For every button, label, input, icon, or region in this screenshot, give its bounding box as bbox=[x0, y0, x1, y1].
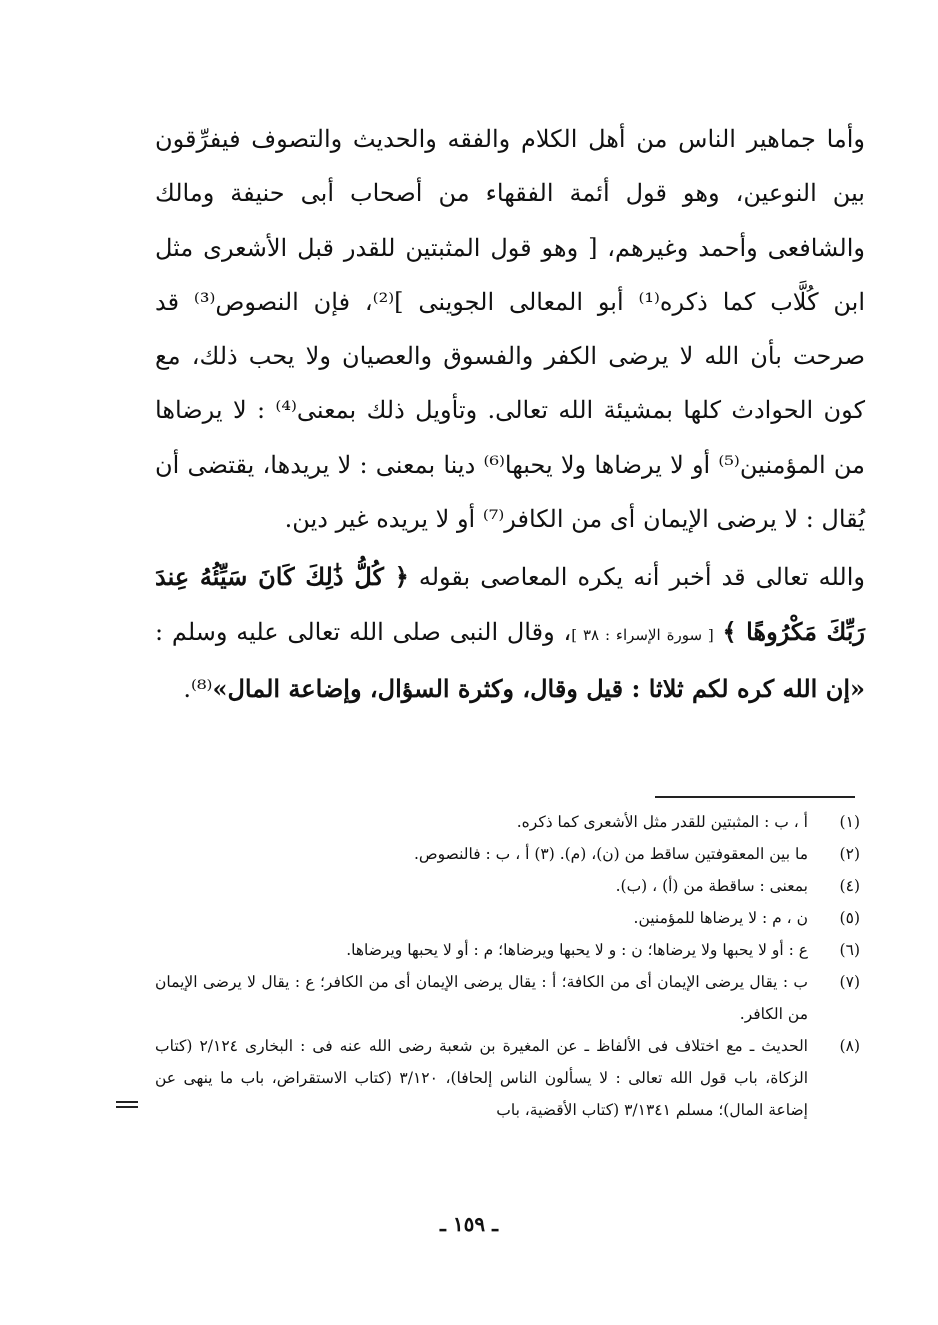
quran-verse: ﴿ كُلُّ ذَٰلِكَ كَانَ سَيِّئُهُ عِندَ رَبِّكَ مَكْرُوهًا ﴾ bbox=[155, 562, 865, 646]
footnote-number: (٦) bbox=[839, 941, 860, 959]
footnote-item bbox=[155, 870, 860, 902]
footnote-text: بمعنى : ساقطة من (أ) ، (ب). bbox=[615, 877, 808, 895]
footnote-item bbox=[155, 1030, 860, 1126]
main-text bbox=[155, 112, 865, 716]
paragraph-1: وأما جماهير الناس من أهل الكلام والفقه والحديث والتصوف فيفرِّقون بين النوعين، وهو قول أئمة الفقهاء من أصحاب أبى حنيفة ومالك والشافعى وأحمد وغيرهم، [ وهو قول المثبتين للقدر قبل الأشعرى مثل ابن كُلَّاب كما ذكره⁽¹⁾ أبو المعالى الجوينى ]⁽²⁾، فإن النصوص⁽³⁾ قد صرحت بأن الله لا يرضى الكفر والفسوق والعصيان ولا يحب ذلك، مع كون الحوادث كلها بمشيئة الله تعالى. وتأويل ذلك بمعنى⁽⁴⁾ : لا يرضاها من المؤمنين⁽⁵⁾ أو لا يرضاها ولا يحبها⁽⁶⁾ دينا بمعنى : لا يريدها، يقتضى أن يُقال : لا يرضى الإيمان أى من الكافر⁽⁷⁾ أو لا يريده غير دين. bbox=[155, 125, 866, 534]
hadith-footnote-marker: ⁽⁸⁾. bbox=[183, 674, 213, 703]
footnote-number: (٧) bbox=[839, 973, 860, 991]
footnote-number: (٥) bbox=[839, 909, 860, 927]
footnote-item bbox=[155, 934, 860, 966]
quran-reference: [ سورة الإسراء : ٣٨ ] bbox=[571, 625, 714, 644]
footnote-text: الحديث ـ مع اختلاف فى الألفاظ ـ عن المغيرة بن شعبة رضى الله عنه فى : البخارى ٢/١٢٤ (كتاب الزكاة، باب قول الله تعالى : لا يسألون الناس إلحافا)، ٣/١٢٠ (كتاب الاستقراض، باب ما ينهى عن إضاعة المال)؛ مسلم ٣/١٣٤١ (كتاب الأقضية، باب bbox=[155, 1037, 808, 1119]
footnote-item bbox=[155, 838, 860, 870]
continuation-mark bbox=[116, 1101, 138, 1109]
page-number: ـ ١٥٩ ـ bbox=[440, 1212, 498, 1236]
paragraph-2-mid: ، وقال النبى صلى الله تعالى عليه وسلم : bbox=[155, 617, 572, 646]
footnote-text: ع : أو لا يحبها ولا يرضاها؛ ن : و لا يحبها ويرضاها؛ م : أو لا يحبها ويرضاها. bbox=[346, 941, 808, 959]
footnote-number: (٨) bbox=[839, 1037, 860, 1055]
footnote-text: أ ، ب : المثبتين للقدر مثل الأشعرى كما ذكره. bbox=[516, 813, 808, 831]
footnote-number: (٢) bbox=[839, 845, 860, 863]
footnote-item bbox=[155, 902, 860, 934]
footnote-number: (٤) bbox=[839, 877, 860, 895]
hadith-quote: «إن الله كره لكم ثلاثا : قيل وقال، وكثرة السؤال، وإضاعة المال» bbox=[212, 673, 865, 703]
footnote-number: (١) bbox=[839, 813, 860, 831]
footnote-item bbox=[155, 806, 860, 838]
footnote-text: ن ، م : لا يرضاها للمؤمنين. bbox=[633, 909, 808, 927]
paragraph-2-start: والله تعالى قد أخبر أنه يكره المعاصى بقوله bbox=[418, 563, 865, 592]
footnote-separator bbox=[655, 796, 855, 798]
footnote-text: ب : يقال يرضى الإيمان أى من الكافة؛ أ : يقال يرضى الإيمان أى من الكافر؛ ع : يقال لا يرضى الإيمان من الكافر. bbox=[155, 973, 808, 1023]
footnote-item bbox=[155, 966, 860, 1030]
footnotes bbox=[155, 806, 860, 1126]
paragraph-2 bbox=[155, 550, 865, 716]
footnote-text: ما بين المعقوفتين ساقط من (ن)، (م). (٣) أ ، ب : فالنصوص. bbox=[413, 845, 808, 863]
